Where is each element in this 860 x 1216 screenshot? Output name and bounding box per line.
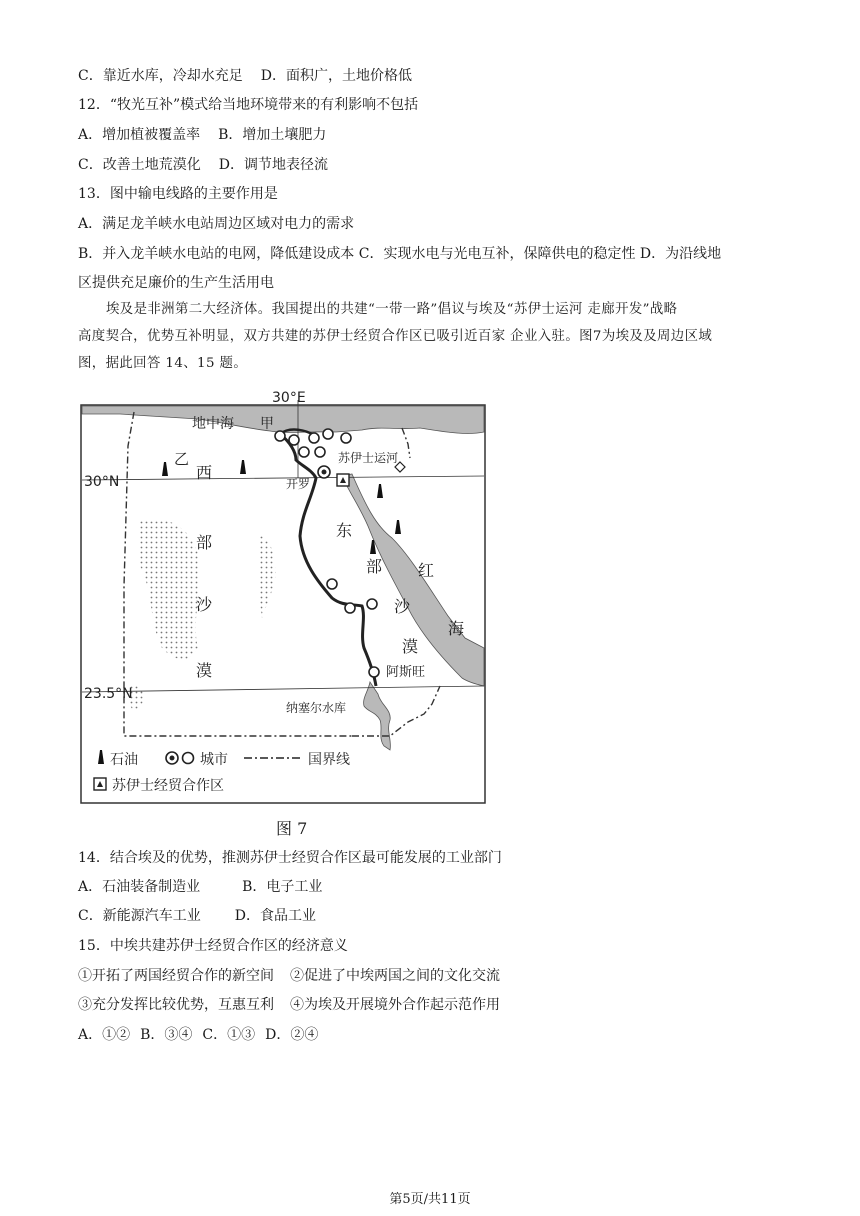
q12-option-d: D．调节地表径流 — [218, 157, 328, 173]
q14-option-b: B．电子工业 — [242, 879, 323, 895]
label-red-sea-2: 海 — [448, 619, 465, 638]
label-suez-canal: 苏伊士运河 — [338, 451, 399, 465]
q13-options-bcd-line2: 区提供充足廉价的生产生活用电 — [78, 275, 274, 291]
label-western-desert-4: 漠 — [196, 661, 213, 680]
q11-option-c: C．靠近水库，冷却水充足 — [78, 68, 243, 84]
city-marker — [367, 599, 377, 609]
label-western-desert-2: 部 — [196, 533, 213, 552]
label-jia: 甲 — [260, 416, 274, 432]
q15-statement-4: ④为埃及开展境外合作起示范作用 — [290, 997, 500, 1013]
city-marker — [369, 667, 379, 677]
label-red-sea-1: 红 — [418, 561, 435, 580]
q15-stem: 15．中埃共建苏伊士经贸合作区的经济意义 — [78, 938, 348, 954]
passage — [78, 296, 778, 377]
label-western-desert-3: 沙 — [196, 595, 213, 614]
label-eastern-desert-1: 东 — [336, 521, 353, 540]
q15-statement-2: ②促进了中埃两国之间的文化交流 — [290, 968, 500, 984]
label-eastern-desert-4: 漠 — [402, 637, 419, 656]
q15-option-a: A．①② — [78, 1027, 131, 1043]
q15-statements-12 — [78, 966, 500, 986]
q15-option-b: B．③④ — [140, 1027, 193, 1043]
page-footer: 第5页/共11页 — [389, 1192, 471, 1207]
q14-option-a: A．石油装备制造业 — [78, 879, 201, 895]
q11-options-cd — [78, 66, 412, 86]
q13-options-bcd-line1: B．并入龙羊峡水电站的电网，降低建设成本 C．实现水电与光电互补，保障供电的稳定性 D．为沿线地 — [78, 246, 722, 262]
q13-stem: 13．图中输电线路的主要作用是 — [78, 186, 278, 202]
legend-border-label: 国界线 — [308, 752, 350, 768]
passage-line-2: 高度契合，优势互补明显，双方共建的苏伊士经贸合作区已吸引近百家 企业入驻。图7为埃及及周边区域 — [78, 329, 713, 344]
q15-options — [78, 1025, 318, 1045]
q14-option-d: D．食品工业 — [234, 908, 316, 924]
city-marker — [327, 579, 337, 589]
label-cairo: 开罗 — [286, 477, 311, 491]
q12-options-ab — [78, 125, 326, 145]
q15-option-c: C．①③ — [202, 1027, 256, 1043]
q15-statement-3: ③充分发挥比较优势，互惠互利 — [78, 997, 274, 1013]
q15-statements-34 — [78, 995, 500, 1015]
label-30n: 30°N — [84, 474, 120, 490]
q12-option-c: C．改善土地荒漠化 — [78, 157, 201, 173]
q14-stem: 14．结合埃及的优势，推测苏伊士经贸合作区最可能发展的工业部门 — [78, 850, 502, 866]
city-marker — [309, 433, 319, 443]
label-western-desert-1: 西 — [196, 463, 213, 482]
passage-line-3: 图，据此回答 14、15 题。 — [78, 356, 248, 371]
label-30e: 30°E — [272, 390, 306, 406]
city-marker — [299, 447, 309, 457]
legend-zone-label: 苏伊士经贸合作区 — [112, 778, 224, 794]
q12-options-cd — [78, 155, 328, 175]
city-marker — [341, 433, 351, 443]
figure-caption: 图 7 — [276, 819, 308, 838]
label-mediterranean: 地中海 — [192, 416, 234, 432]
passage-line-1: 埃及是非洲第二大经济体。我国提出的共建“一带一路”倡议与埃及“苏伊士运河 走廊开发”战略 — [106, 302, 678, 317]
q12-option-b: B．增加土壤肥力 — [218, 127, 327, 143]
city-marker — [275, 431, 285, 441]
q15-statement-1: ①开拓了两国经贸合作的新空间 — [78, 968, 274, 984]
q12-option-a: A．增加植被覆盖率 — [78, 127, 201, 143]
egypt-map-svg — [80, 386, 490, 808]
q14-options-ab — [78, 877, 322, 897]
q11-option-d: D．面积广，土地价格低 — [260, 68, 412, 84]
label-eastern-desert-2: 部 — [366, 557, 383, 576]
label-aswan: 阿斯旺 — [386, 665, 426, 680]
legend-oil-label: 石油 — [110, 752, 138, 768]
city-marker — [315, 447, 325, 457]
q14-option-c: C．新能源汽车工业 — [78, 908, 201, 924]
egypt-map — [80, 386, 490, 808]
label-23-5n: 23.5°N — [84, 686, 133, 702]
legend-city-label: 城市 — [200, 752, 228, 768]
label-eastern-desert-3: 沙 — [394, 597, 411, 616]
q15-option-d: D．②④ — [265, 1027, 319, 1043]
label-lake-nasser: 纳塞尔水库 — [286, 701, 347, 715]
q13-option-a: A．满足龙羊峡水电站周边区域对电力的需求 — [78, 216, 355, 232]
city-marker — [345, 603, 355, 613]
label-yi: 乙 — [174, 450, 190, 468]
city-marker — [323, 429, 333, 439]
q12-stem: 12．“牧光互补”模式给当地环境带来的有利影响不包括 — [78, 97, 419, 113]
q14-options-cd — [78, 906, 316, 926]
city-marker — [289, 435, 299, 445]
